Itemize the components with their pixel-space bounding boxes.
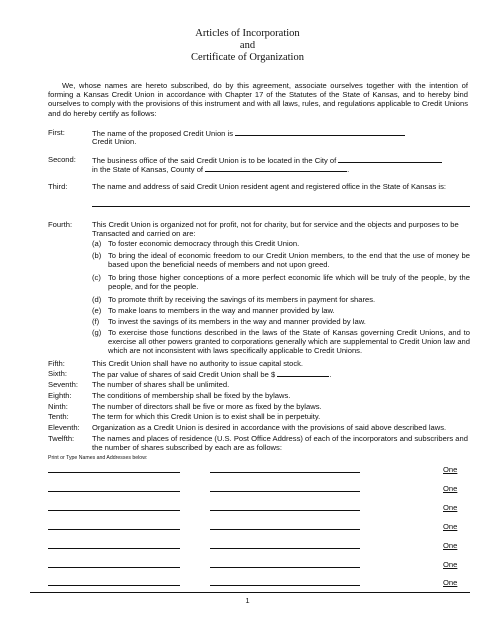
page-number: 1	[245, 596, 250, 605]
shares-one: One	[443, 465, 458, 474]
ninth-text: The number of directors shall be five or more as fixed by the bylaws.	[92, 402, 322, 411]
item-text: To invest the savings of its members in the way and manner provided by law.	[108, 317, 366, 326]
incorporator-name-line[interactable]	[48, 472, 180, 473]
intro-paragraph: We, whose names are hereto subscribed, do by this agreement, associate ourselves together with the intention of forming a Kansas Credit Union in accordance with Chapter 17 of the Statutes of the State of Kansas, and to hereby bind ourselves to comply with the provisions of this instrument and with all laws, rules, and regulations applicable to Credit Unions and do hereby certify as follows:	[48, 81, 468, 118]
shares-one: One	[443, 578, 458, 587]
shares-one: One	[443, 560, 458, 569]
second-text-2	[92, 164, 470, 174]
county-field[interactable]	[205, 164, 350, 174]
incorporator-name-line[interactable]	[48, 567, 180, 568]
title-line-1: Articles of Incorporation	[195, 28, 300, 39]
item-marker: (c)	[92, 273, 101, 282]
item-marker: (f)	[92, 317, 100, 326]
item-text: To foster economic democracy through this Credit Union.	[108, 239, 300, 248]
twelfth-label: Twelfth:	[48, 434, 75, 443]
fourth-item-c	[92, 273, 470, 291]
first-label: First:	[48, 128, 65, 137]
shares-one: One	[443, 484, 458, 493]
resident-agent-field[interactable]	[92, 206, 470, 207]
item-text: To make loans to members in the way and manner provided by law.	[108, 306, 335, 315]
shares-one: One	[443, 503, 458, 512]
incorporator-name-line[interactable]	[48, 491, 180, 492]
ninth-label: Ninth:	[48, 402, 68, 411]
tenth-label: Tenth:	[48, 412, 69, 421]
fourth-item-g	[92, 328, 470, 356]
sixth-text-line: The par value of shares of said Credit Union shall be $	[92, 370, 276, 379]
fourth-item-f	[92, 317, 470, 326]
item-text: To promote thrift by receiving the savings of its members in payment for shares.	[108, 295, 376, 304]
item-text: To bring those higher conceptions of a more perfect economic life which will be truly of the people, by the people, and for the people.	[108, 273, 470, 292]
second-text-line-2: in the State of Kansas, County of	[92, 165, 204, 174]
first-text-2: Credit Union.	[92, 137, 137, 146]
fourth-item-a	[92, 239, 470, 248]
incorporator-address-line[interactable]	[210, 567, 360, 568]
incorporator-name-line[interactable]	[48, 529, 180, 530]
sixth-end: .	[329, 370, 332, 379]
item-marker: (g)	[92, 328, 102, 337]
title-line-3: Certificate of Organization	[191, 52, 304, 63]
first-text-line: The name of the proposed Credit Union is	[92, 129, 233, 138]
eleventh-label: Eleventh:	[48, 423, 80, 432]
item-text: To bring the ideal of economic freedom to our Credit Union members, to the end that the use of money be based upon the beneficial needs of members and not upon greed.	[108, 251, 470, 270]
item-marker: (d)	[92, 295, 102, 304]
shares-one: One	[443, 541, 458, 550]
item-text: To exercise those functions described in the laws of the State of Kansas governing Credit Unions, and to exercise all other powers granted to corporations generally which are supplemental to Credit Union law and which are not inconsistent with laws specifically applicable to Credit Unions.	[108, 328, 470, 356]
title-line-2: and	[239, 40, 256, 51]
eighth-label: Eighth:	[48, 391, 72, 400]
shares-one: One	[443, 522, 458, 531]
sixth-text	[92, 369, 470, 379]
incorporator-name-line[interactable]	[48, 585, 180, 586]
seventh-label: Seventh:	[48, 380, 78, 389]
incorporator-name-line[interactable]	[48, 510, 180, 511]
credit-union-name-field[interactable]	[235, 128, 405, 136]
twelfth-text: The names and places of residence (U.S. Post Office Address) of each of the incorporators and subscribers and the number of shares subscribed by each are as follows:	[92, 434, 468, 453]
incorporator-address-line[interactable]	[210, 585, 360, 586]
incorporator-address-line[interactable]	[210, 491, 360, 492]
footer-rule	[30, 592, 470, 593]
incorporator-address-line[interactable]	[210, 529, 360, 530]
fifth-text: This Credit Union shall have no authority to issue capital stock.	[92, 359, 304, 368]
city-field[interactable]	[338, 155, 442, 163]
par-value-field[interactable]	[277, 369, 332, 379]
eighth-text: The conditions of membership shall be fixed by the bylaws.	[92, 391, 291, 400]
item-marker: (a)	[92, 239, 102, 248]
sixth-label: Sixth:	[48, 369, 67, 378]
fourth-item-d	[92, 295, 470, 304]
tenth-text: The term for which this Credit Union is to exist shall be in perpetuity.	[92, 412, 321, 421]
seventh-text: The number of shares shall be unlimited.	[92, 380, 230, 389]
fourth-item-e	[92, 306, 470, 315]
incorporator-address-line[interactable]	[210, 510, 360, 511]
incorporator-address-line[interactable]	[210, 472, 360, 473]
second-text-line: The business office of the said Credit Union is to be located in the City of	[92, 156, 337, 165]
incorporator-address-line[interactable]	[210, 548, 360, 549]
fifth-label: Fifth:	[48, 359, 65, 368]
fourth-label: Fourth:	[48, 220, 73, 229]
item-marker: (e)	[92, 306, 102, 315]
fourth-item-b	[92, 251, 470, 269]
second-label: Second:	[48, 155, 76, 164]
fourth-text: This Credit Union is organized not for profit, not for charity, but for service and the objects and purposes to be	[92, 220, 459, 229]
incorporator-name-line[interactable]	[48, 548, 180, 549]
third-text: The name and address of said Credit Union resident agent and registered office in the State of Kansas is:	[92, 182, 447, 191]
third-label: Third:	[48, 182, 68, 191]
print-note: Print or Type Names and Addresses below:	[48, 455, 148, 461]
eleventh-text: Organization as a Credit Union is desired in accordance with the provisions of said above described laws.	[92, 423, 447, 432]
fourth-text-2: Transacted and carried on are:	[92, 229, 196, 238]
item-marker: (b)	[92, 251, 102, 260]
second-end: .	[347, 165, 350, 174]
